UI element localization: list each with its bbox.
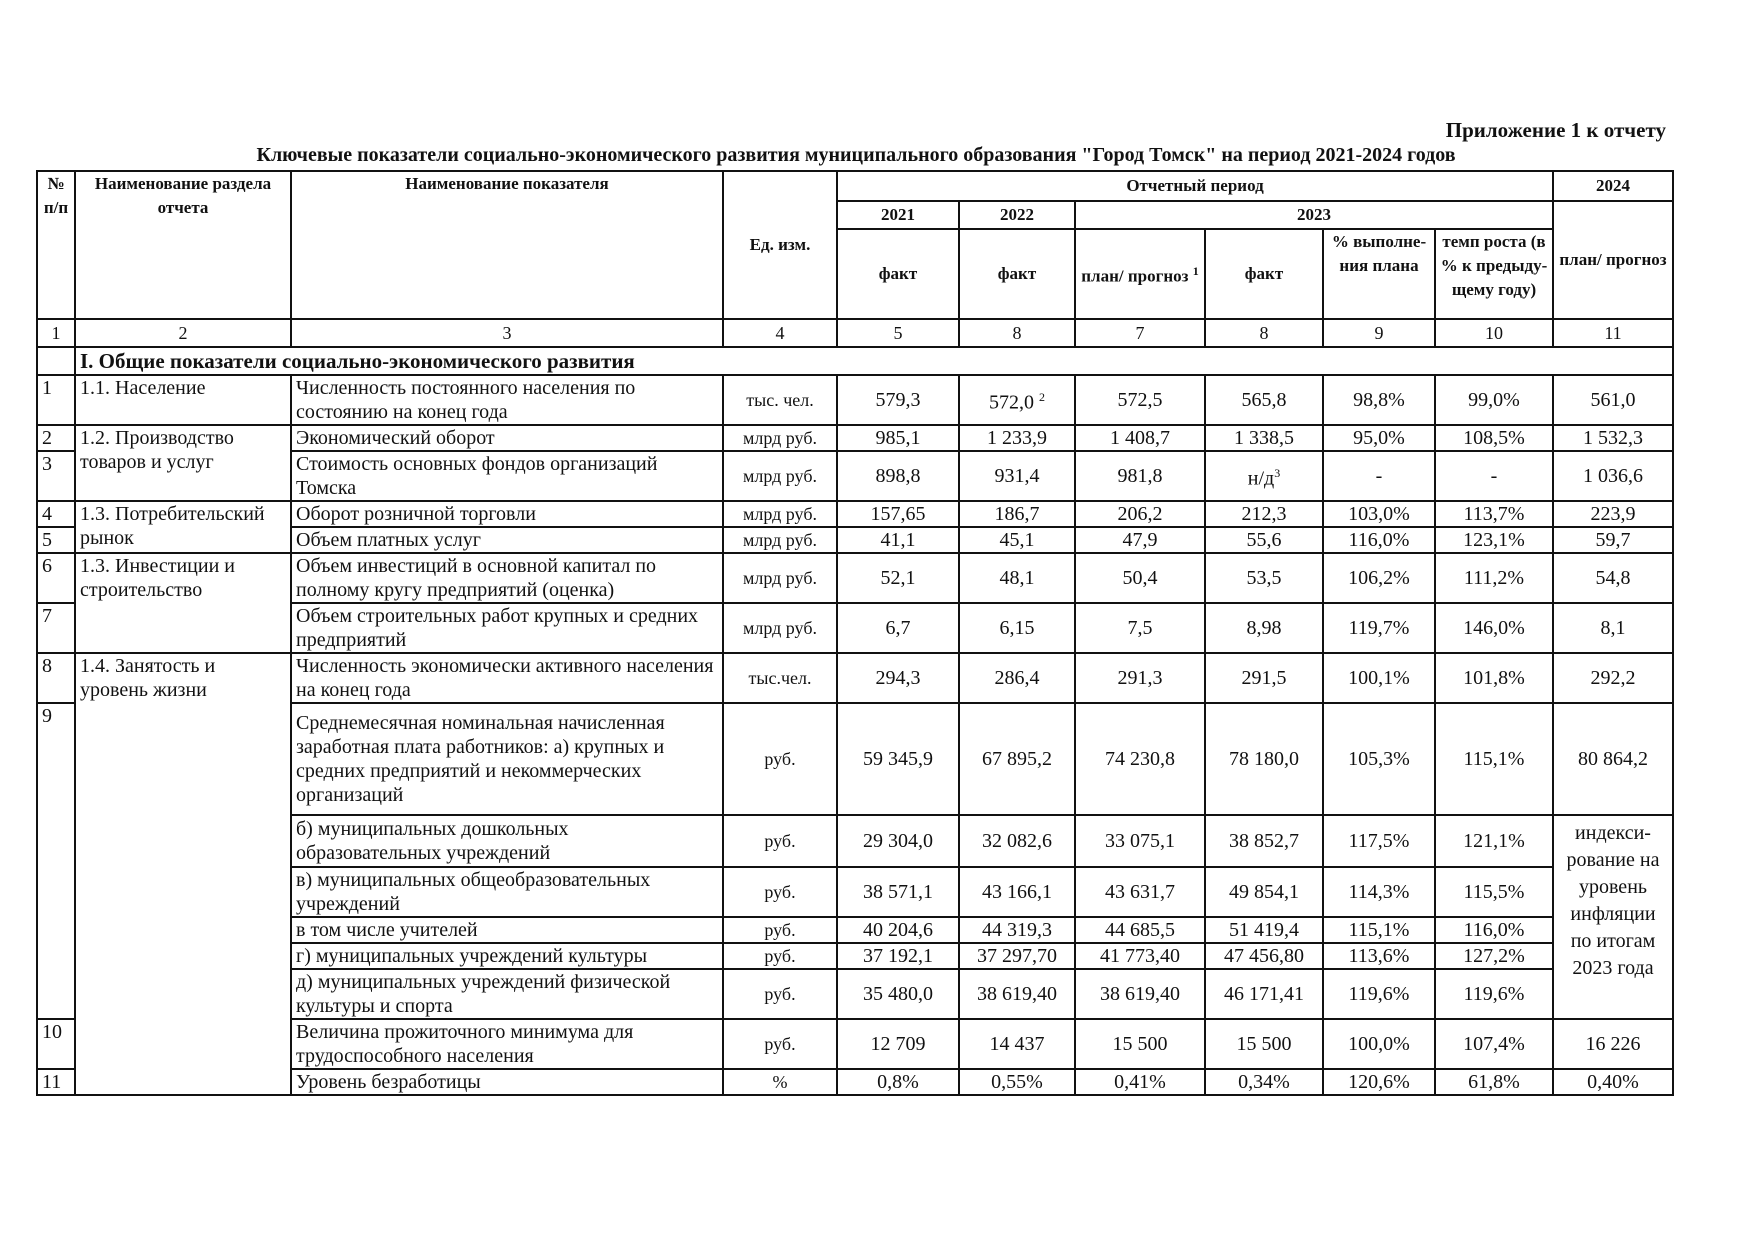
value-2021: 0,8% [837,1069,959,1095]
value-2023-plan: 572,5 [1075,375,1205,425]
value-2023-fact: 291,5 [1205,653,1323,703]
table-row [37,553,1673,603]
value-2023-fact: 38 852,7 [1205,815,1323,867]
indexation-note: индекси-рование на уровень инфляции по итогам 2023 года [1553,815,1673,1019]
unit: млрд руб. [723,425,837,451]
indicator-name: Объем строительных работ крупных и средних предприятий [291,603,723,653]
value-2023-plan: 33 075,1 [1075,815,1205,867]
value-plan-pct: 116,0% [1323,527,1435,553]
value-2022: 45,1 [959,527,1075,553]
row-number: 2 [37,425,75,451]
value-2023-plan: 38 619,40 [1075,969,1205,1019]
value-plan-pct: 117,5% [1323,815,1435,867]
value-2021: 12 709 [837,1019,959,1069]
footnote-2-mark: 2 [1039,390,1045,405]
value-growth: 107,4% [1435,1019,1553,1069]
value-growth: - [1435,451,1553,501]
value-2023-plan: 41 773,40 [1075,943,1205,969]
value-2021: 29 304,0 [837,815,959,867]
value-growth: 123,1% [1435,527,1553,553]
row-number: 8 [37,653,75,703]
value-2024: 292,2 [1553,653,1673,703]
value-plan-pct: 105,3% [1323,703,1435,815]
header-2021-fact: факт [837,229,959,319]
indicator-name: Оборот розничной торговли [291,501,723,527]
header-2023-plan [1075,229,1205,319]
indicator-name: в том числе учителей [291,917,723,943]
row-number: 11 [37,1069,75,1095]
value-growth: 115,5% [1435,867,1553,917]
value-2022: 37 297,70 [959,943,1075,969]
section-name: 1.3. Инвестиции и строительство [75,553,291,653]
value-2024: 1 532,3 [1553,425,1673,451]
value-2024: 59,7 [1553,527,1673,553]
row-number: 1 [37,375,75,425]
unit: тыс. чел. [723,375,837,425]
value-plan-pct: 113,6% [1323,943,1435,969]
footnote-3-mark: 3 [1274,466,1281,481]
value-2023-fact: 55,6 [1205,527,1323,553]
header-unit: Ед. изм. [723,171,837,319]
indicator-name: Объем платных услуг [291,527,723,553]
row-number: 3 [37,451,75,501]
value-2022: 186,7 [959,501,1075,527]
value-growth: 119,6% [1435,969,1553,1019]
value-2023-plan: 15 500 [1075,1019,1205,1069]
document-title: Ключевые показатели социально-экономического развития муниципального образования "Город Томск" на период 2021-2024 годов [256,144,1456,166]
unit: руб. [723,917,837,943]
value-growth: 121,1% [1435,815,1553,867]
header-2024-plan-forecast: план/ прогноз [1553,201,1673,319]
col-number: 2 [75,319,291,347]
value-2023-fact: 78 180,0 [1205,703,1323,815]
section-title: I. Общие показатели социально-экономического развития [75,347,1673,375]
header-2023: 2023 [1075,201,1553,229]
table-row [37,501,1673,527]
value-2023-fact: 1 338,5 [1205,425,1323,451]
header-2022: 2022 [959,201,1075,229]
value-2022: 931,4 [959,451,1075,501]
value-2022: 67 895,2 [959,703,1075,815]
footnote-1-mark: 1 [1192,264,1199,279]
row-number: 7 [37,603,75,653]
value-2021: 294,3 [837,653,959,703]
value-growth: 61,8% [1435,1069,1553,1095]
value-growth: 111,2% [1435,553,1553,603]
value-2024: 1 036,6 [1553,451,1673,501]
header-2021: 2021 [837,201,959,229]
value-2023-plan: 0,41% [1075,1069,1205,1095]
value-2021: 6,7 [837,603,959,653]
col-number: 8 [959,319,1075,347]
section-header-blank [37,347,75,375]
header-2024: 2024 [1553,171,1673,201]
value-2022: 14 437 [959,1019,1075,1069]
row-number: 6 [37,553,75,603]
col-number: 3 [291,319,723,347]
value-growth: 116,0% [1435,917,1553,943]
col-number: 4 [723,319,837,347]
value-2021: 35 480,0 [837,969,959,1019]
unit: руб. [723,969,837,1019]
indicator-name: Численность постоянного населения по состоянию на конец года [291,375,723,425]
value-growth: 108,5% [1435,425,1553,451]
value-2022: 32 082,6 [959,815,1075,867]
value-2024: 54,8 [1553,553,1673,603]
value-2023-fact: 212,3 [1205,501,1323,527]
col-number: 5 [837,319,959,347]
value-2022: 48,1 [959,553,1075,603]
unit: млрд руб. [723,501,837,527]
value-2023-fact: 51 419,4 [1205,917,1323,943]
value-2023-plan: 1 408,7 [1075,425,1205,451]
indicator-name: в) муниципальных общеобразовательных учреждений [291,867,723,917]
indicator-name: Величина прожиточного минимума для трудоспособного населения [291,1019,723,1069]
value-plan-pct: 120,6% [1323,1069,1435,1095]
value-2023-plan: 7,5 [1075,603,1205,653]
col-number: 1 [37,319,75,347]
value-2021: 41,1 [837,527,959,553]
header-2022-fact: факт [959,229,1075,319]
value-2023-fact: 565,8 [1205,375,1323,425]
value-growth: 115,1% [1435,703,1553,815]
unit: млрд руб. [723,603,837,653]
col-number: 7 [1075,319,1205,347]
value-2023-plan: 50,4 [1075,553,1205,603]
value-2023-fact: 8,98 [1205,603,1323,653]
unit: руб. [723,703,837,815]
value-plan-pct: 114,3% [1323,867,1435,917]
value-2022: 0,55% [959,1069,1075,1095]
table-row [37,425,1673,451]
value-2021: 579,3 [837,375,959,425]
value-2023-plan: 74 230,8 [1075,703,1205,815]
indicator-name: Уровень безработицы [291,1069,723,1095]
value-plan-pct: 95,0% [1323,425,1435,451]
value-2021: 52,1 [837,553,959,603]
value-plan-pct: 115,1% [1323,917,1435,943]
unit: тыс.чел. [723,653,837,703]
value-2023-fact-text: н/д [1247,467,1275,490]
header-indicator: Наименование показателя [291,171,723,319]
value-growth: 113,7% [1435,501,1553,527]
value-plan-pct: 100,1% [1323,653,1435,703]
row-number: 5 [37,527,75,553]
value-2022: 286,4 [959,653,1075,703]
value-plan-pct: 119,6% [1323,969,1435,1019]
value-2024: 80 864,2 [1553,703,1673,815]
value-2023-fact: 47 456,80 [1205,943,1323,969]
value-2023-plan: 43 631,7 [1075,867,1205,917]
value-plan-pct: 119,7% [1323,603,1435,653]
unit: млрд руб. [723,527,837,553]
value-plan-pct: 98,8% [1323,375,1435,425]
unit: руб. [723,867,837,917]
value-2024: 0,40% [1553,1069,1673,1095]
header-section: Наименование раздела отчета [75,171,291,319]
value-2022: 44 319,3 [959,917,1075,943]
value-growth: 99,0% [1435,375,1553,425]
header-growth: темп роста (в % к предыду-щему году) [1435,229,1553,319]
column-numbers-row [37,319,1673,347]
value-2021: 157,65 [837,501,959,527]
indicators-table [36,170,1674,1096]
indicator-name: д) муниципальных учреждений физической культуры и спорта [291,969,723,1019]
unit: руб. [723,815,837,867]
header-2023-plan-label: план/ прогноз [1081,266,1189,286]
header-num: № п/п [37,171,75,319]
value-2021: 59 345,9 [837,703,959,815]
value-2021: 37 192,1 [837,943,959,969]
col-number: 11 [1553,319,1673,347]
appendix-label: Приложение 1 к отчету [1445,118,1666,142]
value-2023-fact: 0,34% [1205,1069,1323,1095]
value-growth: 127,2% [1435,943,1553,969]
row-number: 4 [37,501,75,527]
table-row [37,375,1673,425]
header-report-period: Отчетный период [837,171,1553,201]
value-2024: 8,1 [1553,603,1673,653]
indicator-name: Экономический оборот [291,425,723,451]
indicator-name: г) муниципальных учреждений культуры [291,943,723,969]
table-row [37,653,1673,703]
row-number: 10 [37,1019,75,1069]
value-2023-plan: 291,3 [1075,653,1205,703]
value-2022-text: 572,0 [989,391,1034,414]
row-number: 9 [37,703,75,1019]
unit: руб. [723,1019,837,1069]
indicator-name: Численность экономически активного населения на конец года [291,653,723,703]
value-2022 [959,375,1075,425]
value-2023-plan: 47,9 [1075,527,1205,553]
col-number: 8 [1205,319,1323,347]
unit: руб. [723,943,837,969]
header-2023-fact: факт [1205,229,1323,319]
value-2024: 561,0 [1553,375,1673,425]
value-2022: 1 233,9 [959,425,1075,451]
section-name: 1.4. Занятость и уровень жизни [75,653,291,1095]
unit: млрд руб. [723,451,837,501]
value-2023-plan: 981,8 [1075,451,1205,501]
value-2023-plan: 206,2 [1075,501,1205,527]
value-plan-pct: 106,2% [1323,553,1435,603]
section-name: 1.2. Производство товаров и услуг [75,425,291,501]
value-2023-fact: 49 854,1 [1205,867,1323,917]
value-growth: 146,0% [1435,603,1553,653]
value-2024: 16 226 [1553,1019,1673,1069]
section-header-row [37,347,1673,375]
value-2023-fact [1205,451,1323,501]
indicator-name: Среднемесячная номинальная начисленная заработная плата работников: а) крупных и средних предприятий и некоммерческих организаций [291,703,723,815]
value-2021: 40 204,6 [837,917,959,943]
header-plan-pct: % выполне-ния плана [1323,229,1435,319]
value-growth: 101,8% [1435,653,1553,703]
unit: млрд руб. [723,553,837,603]
section-name: 1.1. Население [75,375,291,425]
value-plan-pct: 103,0% [1323,501,1435,527]
indicator-name: Объем инвестиций в основной капитал по полному кругу предприятий (оценка) [291,553,723,603]
value-2021: 38 571,1 [837,867,959,917]
col-number: 10 [1435,319,1553,347]
value-2022: 6,15 [959,603,1075,653]
header-row-1 [37,171,1673,201]
value-2021: 985,1 [837,425,959,451]
value-2023-fact: 46 171,41 [1205,969,1323,1019]
col-number: 9 [1323,319,1435,347]
section-name: 1.3. Потребительский рынок [75,501,291,553]
value-2022: 43 166,1 [959,867,1075,917]
value-plan-pct: - [1323,451,1435,501]
value-2024: 223,9 [1553,501,1673,527]
value-2021: 898,8 [837,451,959,501]
value-plan-pct: 100,0% [1323,1019,1435,1069]
value-2023-fact: 15 500 [1205,1019,1323,1069]
value-2022: 38 619,40 [959,969,1075,1019]
value-2023-plan: 44 685,5 [1075,917,1205,943]
indicator-name: Стоимость основных фондов организаций Томска [291,451,723,501]
value-2023-fact: 53,5 [1205,553,1323,603]
unit: % [723,1069,837,1095]
indicator-name: б) муниципальных дошкольных образовательных учреждений [291,815,723,867]
